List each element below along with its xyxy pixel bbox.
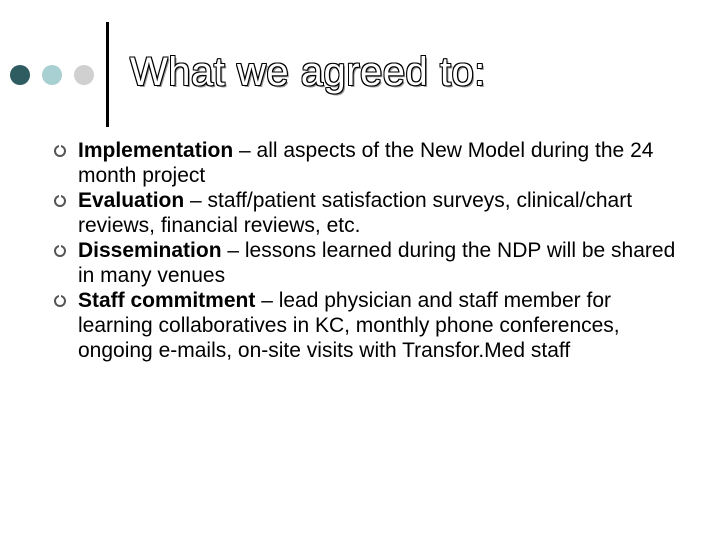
bullet-item-evaluation (54, 188, 684, 238)
hollow-circle-bullet-icon (54, 145, 66, 157)
decorative-dot-teal (42, 65, 62, 85)
bullet-item-dissemination (54, 238, 684, 288)
bullet-term: Staff commitment (78, 289, 256, 312)
bullet-text: – lessons learned during the NDP will be shared in many venues (78, 239, 676, 287)
bullet-term: Dissemination (78, 239, 222, 262)
hollow-circle-bullet-icon (54, 245, 66, 257)
bullet-text: – all aspects of the New Model during the 24 month project (78, 139, 654, 187)
hollow-circle-bullet-icon (54, 195, 66, 207)
hollow-circle-bullet-icon (54, 295, 66, 307)
bullet-list (54, 138, 684, 363)
bullet-item-implementation (54, 138, 684, 188)
decorative-dot-dark (10, 65, 30, 85)
bullet-item-staff-commitment (54, 288, 684, 363)
bullet-term: Implementation (78, 139, 234, 162)
slide-title: What we agreed to: (130, 50, 486, 94)
decorative-dot-grey (74, 65, 94, 85)
bullet-text: – staff/patient satisfaction surveys, clinical/chart reviews, financial reviews, etc. (78, 189, 633, 237)
title-divider-line (106, 22, 109, 127)
bullet-term: Evaluation (78, 189, 185, 212)
bullet-text: – lead physician and staff member for learning collaboratives in KC, monthly phone conferences, ongoing e-mails, on-site visits with Transfor.Med staff (78, 289, 620, 362)
